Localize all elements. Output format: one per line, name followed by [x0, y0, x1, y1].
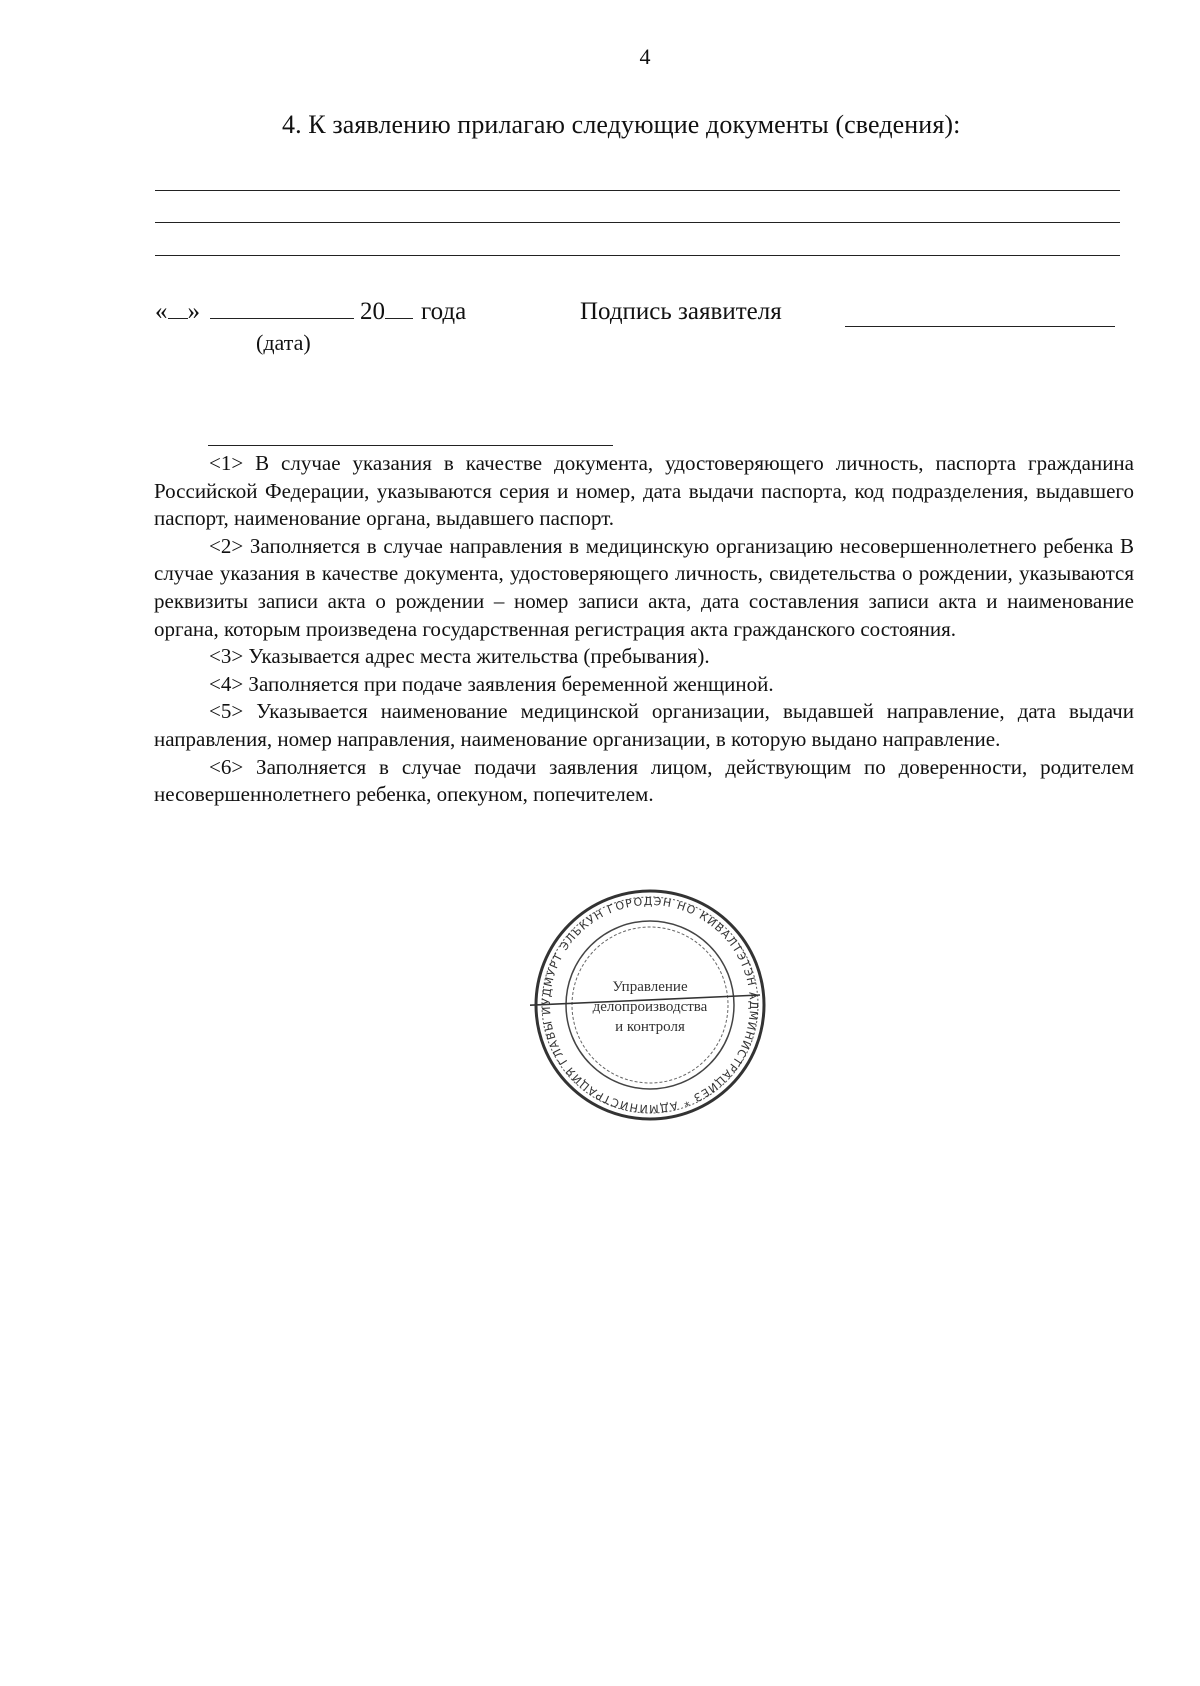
- seal-center-line-3: и контроля: [615, 1019, 685, 1035]
- date-month-blank: [210, 296, 354, 319]
- date-open-quote: «: [155, 298, 168, 325]
- date-day-blank: [168, 296, 188, 319]
- footnote-2: <2> Заполняется в случае направления в медицинскую организацию несовершеннолетнего ребенка В случае указания в качестве документа, удостоверяющего личность, свидетельства о рождении, указываются реквизиты записи акта о рождении – номер записи акта, дата составления записи акта и наименование органа, которым произведена государственная регистрация акта гражданского состояния.: [154, 533, 1134, 641]
- signature-line: [845, 326, 1115, 327]
- page-number: 4: [639, 44, 651, 69]
- footnote-3: <3> Указывается адрес места жительства (пребывания).: [209, 644, 710, 669]
- seal-center-line-2: делопроизводства: [592, 999, 708, 1015]
- footnote-6: <6> Заполняется в случае подачи заявления лицом, действующим по доверенности, родителем несовершеннолетнего ребенка, опекуном, попечителем.: [154, 754, 1134, 807]
- footnote-1: <1> В случае указания в качестве документа, удостоверяющего личность, паспорта гражданина Российской Федерации, указываются серия и номер, дата выдачи паспорта, код подразделения, выдавшего паспорт, наименование органа, выдавшего паспорт.: [154, 451, 1134, 531]
- attachments-line-1: [155, 190, 1120, 191]
- seal-outer-text: УДМУРТ ЭЛЬКУН ГОРОДЭН НО КИВАЛТЭТЭН АДМИНИСТРАЦИЕЗ * АДМИНИСТРАЦИЯ ГЛАВЫ И: [539, 894, 761, 1116]
- footnote-4: <4> Заполняется при подаче заявления беременной женщиной.: [209, 671, 774, 696]
- date-year-blank: [385, 296, 413, 319]
- signature-label: Подпись заявителя: [580, 298, 782, 325]
- section-heading: 4. К заявлению прилагаю следующие документы (сведения):: [282, 110, 961, 139]
- date-field: [155, 296, 466, 326]
- seal-graphic: [530, 885, 770, 1125]
- footnotes: [154, 450, 1134, 809]
- seal-center-line-1: Управление: [612, 979, 688, 995]
- attachments-line-3: [155, 255, 1120, 256]
- attachments-line-2: [155, 222, 1120, 223]
- official-seal: [530, 885, 770, 1125]
- date-year-prefix: 20: [360, 298, 385, 325]
- date-close-quote: »: [187, 298, 200, 325]
- footnote-5: <5> Указывается наименование медицинской организации, выдавшей направление, дата выдачи направления, номер направления, наименование организации, в которую выдано направление.: [154, 699, 1134, 751]
- date-year-suffix: года: [421, 298, 467, 325]
- date-caption: (дата): [256, 330, 311, 355]
- footnote-separator: [208, 445, 613, 446]
